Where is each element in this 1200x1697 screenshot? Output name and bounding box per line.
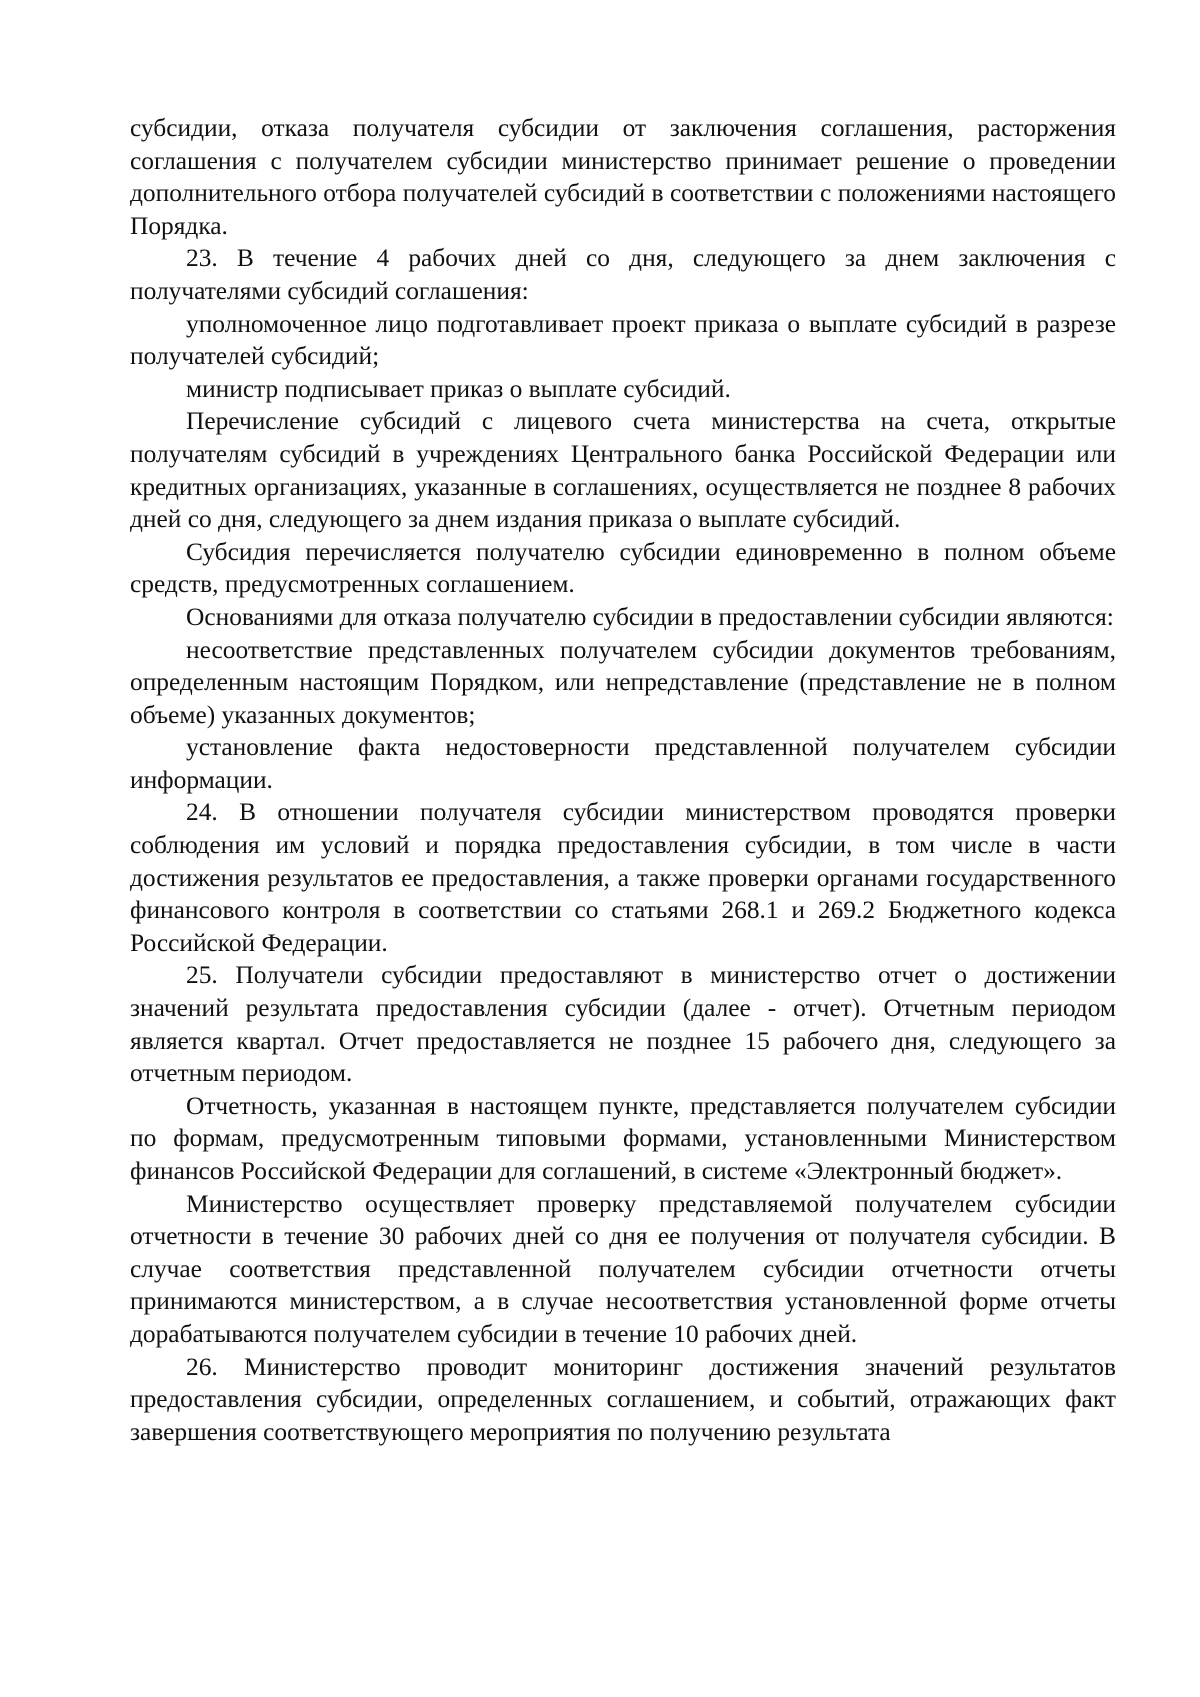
paragraph-lump-sum: Субсидия перечисляется получателю субсидии единовременно в полном объеме средств, предусмотренных соглашением. (130, 537, 1116, 599)
paragraph-transfer: Перечисление субсидий с лицевого счета министерства на счета, открытые получателям субсидий в учреждениях Центрального банка Российской Федерации или кредитных организациях, указанные в соглашениях, осуществляется не позднее 8 рабочих дней со дня, следующего за днем издания приказа о выплате субсидий. (130, 407, 1116, 534)
paragraph-continuation: субсидии, отказа получателя субсидии от заключения соглашения, расторжения соглашения с получателем субсидии министерство принимает решение о проведении дополнительного отбора получателей субсидий в соответствии с положениями настоящего Порядка. (130, 114, 1116, 240)
document-page (130, 112, 1116, 1448)
paragraph-item-23: 23. В течение 4 рабочих дней со дня, следующего за днем заключения с получателями субсидий соглашения: (130, 244, 1116, 305)
paragraph-reporting-forms: Отчетность, указанная в настоящем пункте, представляется получателем субсидии по формам, предусмотренным типовыми формами, установленными Министерством финансов Российской Федерации для соглашений, в системе «Электронный бюджет». (130, 1091, 1116, 1185)
paragraph-minister-signs: министр подписывает приказ о выплате субсидий. (186, 374, 731, 403)
paragraph-refusal-grounds: Основаниями для отказа получателю субсидии в предоставлении субсидии являются: (186, 602, 1114, 631)
paragraph-ground-false-info: установление факта недостоверности представленной получателем субсидии информации. (130, 733, 1116, 794)
paragraph-item-25: 25. Получатели субсидии предоставляют в министерство отчет о достижении значений результата предоставления субсидии (далее - отчет). Отчетным периодом является квартал. Отчет предоставляется не позднее 15 рабочего дня, следующего за отчетным периодом. (130, 961, 1116, 1088)
paragraph-draft-order: уполномоченное лицо подготавливает проект приказа о выплате субсидий в разрезе получателей субсидий; (130, 309, 1116, 371)
paragraph-item-26: 26. Министерство проводит мониторинг достижения значений результатов предоставления субсидии, определенных соглашением, и событий, отражающих факт завершения соответствующего мероприятия по получению результата (130, 1352, 1116, 1446)
paragraph-report-check: Министерство осуществляет проверку представляемой получателем субсидии отчетности в течение 30 рабочих дней со дня ее получения от получателя субсидии. В случае соответствия представленной получателем субсидии отчетности отчеты принимаются министерством, а в случае несоответствия установленной форме отчеты дорабатываются получателем субсидии в течение 10 рабочих дней. (130, 1189, 1116, 1348)
paragraph-ground-documents: несоответствие представленных получателем субсидии документов требованиям, определенным настоящим Порядком, или непредставление (представление не в полном объеме) указанных документов; (130, 635, 1116, 729)
paragraph-item-24: 24. В отношении получателя субсидии министерством проводятся проверки соблюдения им условий и порядка предоставления субсидии, в том числе в части достижения результатов ее предоставления, а также проверки органами государственного финансового контроля в соответствии со статьями 268.1 и 269.2 Бюджетного кодекса Российской Федерации. (130, 798, 1116, 957)
